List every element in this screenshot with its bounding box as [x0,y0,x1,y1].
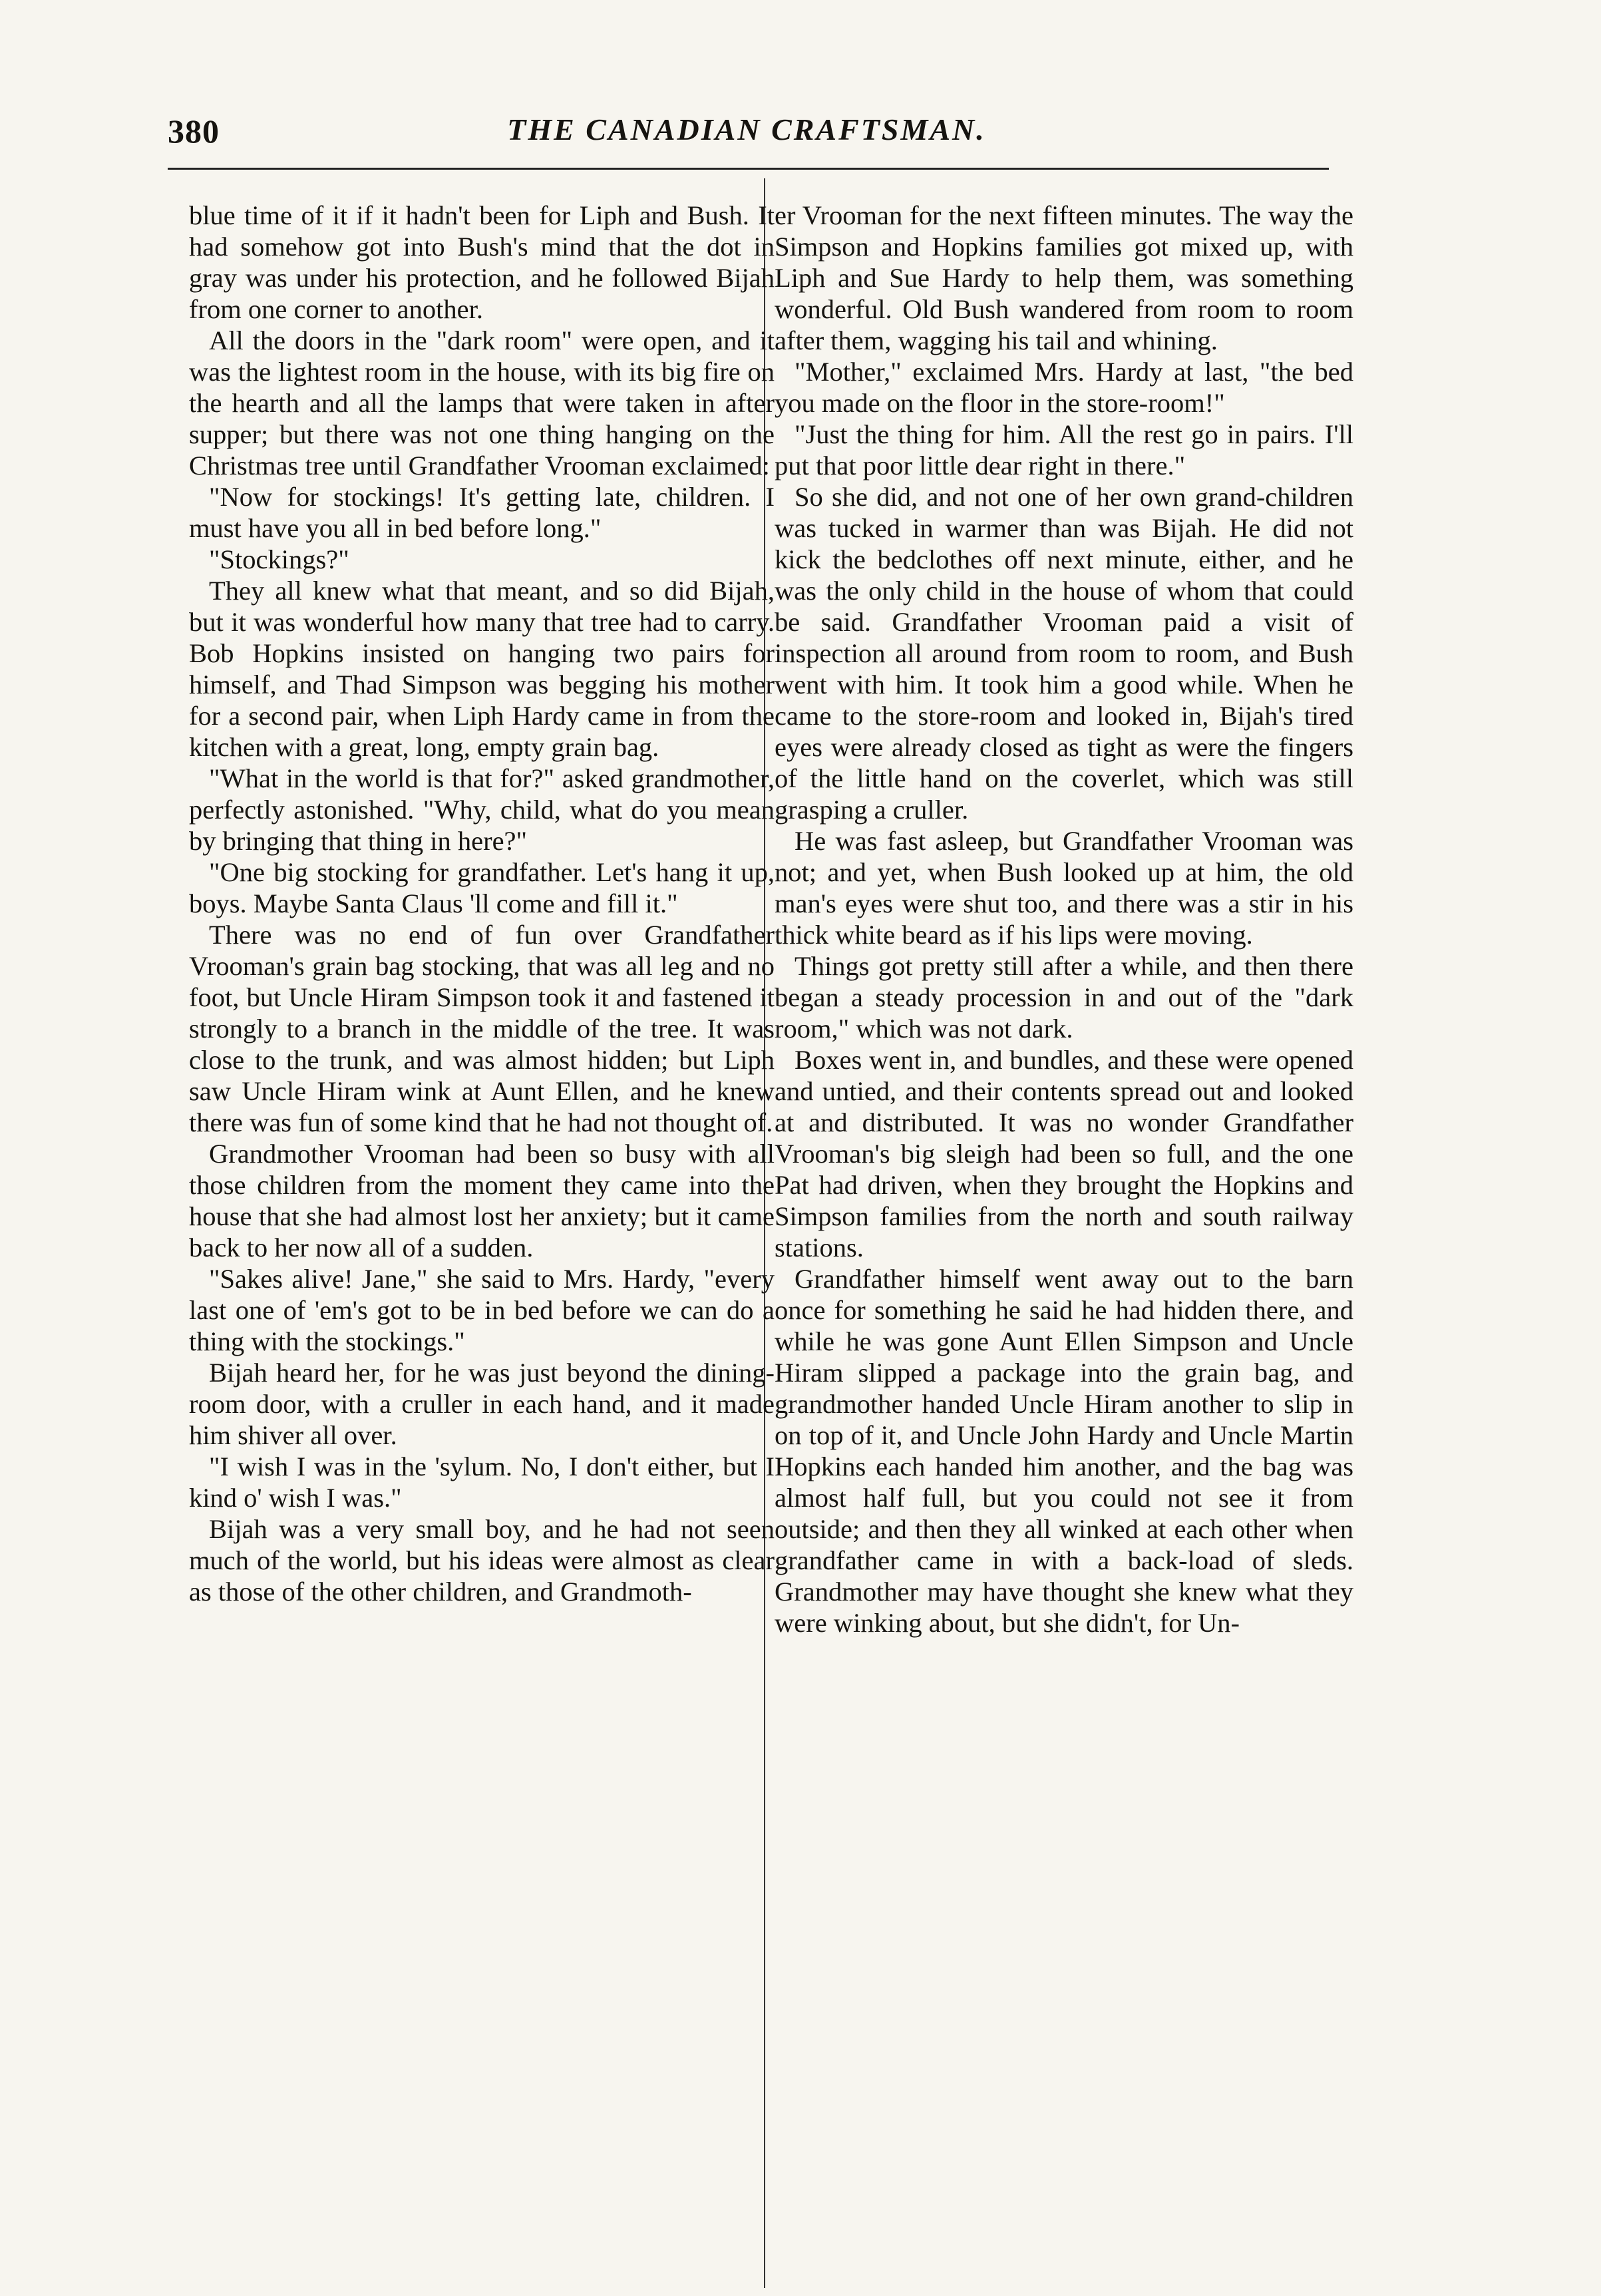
paragraph: "Stockings?" [209,544,349,574]
paragraph: "I wish I was in the 'sylum. No, I don't either, but I kind o' wish I was." [189,1451,775,1513]
paragraph: Things got pretty still after a while, and then there began a steady procession in and out of the "dark room," which was not dark. [775,951,1353,1044]
page-number: 380 [168,112,220,150]
left-column [189,200,775,1607]
paragraph: "What in the world is that for?" asked grandmother, perfectly astonished. "Why, child, what do you mean by bringing that thing in here?" [189,763,775,856]
paragraph: "Sakes alive! Jane," she said to Mrs. Hardy, "every last one of 'em's got to be in bed before we can do a thing with the stockings." [189,1264,775,1356]
paragraph: Bijah was a very small boy, and he had not seen much of the world, but his ideas were almost as clear as those of the other children, and Grandmoth- [189,1514,775,1607]
paragraph: "Now for stockings! It's getting late, children. I must have you all in bed before long." [189,482,775,543]
paragraph: They all knew what that meant, and so did Bijah, but it was wonderful how many that tree had to carry. Bob Hopkins insisted on hanging two pairs for himself, and Thad Simpson was begging his mother for a second pair, when Liph Hardy came in from the kitchen with a great, long, empty grain bag. [189,576,775,762]
paragraph: blue time of it if it hadn't been for Liph and Bush. It had somehow got into Bush's mind that the dot in gray was under his protection, and he followed Bijah from one corner to another. [189,200,775,324]
page-header [168,112,1326,152]
paragraph: Grandfather himself went away out to the barn once for something he said he had hidden there, and while he was gone Aunt Ellen Simpson and Uncle Hiram slipped a package into the grain bag, and grandmother handed Uncle Hiram another to slip in on top of it, and Uncle John Hardy and Uncle Martin Hopkins each handed him another, and the bag was almost half full, but you could not see it from outside; and then they all winked at each other when grandfather came in with a back-load of sleds. Grandmother may have thought she knew what they were winking about, but she didn't, for Un- [775,1264,1353,1638]
paragraph: All the doors in the "dark room" were open, and it was the lightest room in the house, with its big fire on the hearth and all the lamps that were taken in after supper; but there was not one thing hanging on the Christmas tree until Grandfather Vrooman exclaimed: [189,325,775,480]
paragraph: Grandmother Vrooman had been so busy with all those children from the moment they came into the house that she had almost lost her anxiety; but it came back to her now all of a sudden. [189,1139,775,1262]
paragraph: er Vrooman for the next fifteen minutes. The way the Simpson and Hopkins families got mixed up, with Liph and Sue Hardy to help them, was something wonderful. Old Bush wandered from room to room after them, wagging his tail and whining. [775,200,1353,355]
paragraph: Bijah heard her, for he was just beyond the dining-room door, with a cruller in each hand, and it made him shiver all over. [189,1358,775,1450]
paragraph: So she did, and not one of her own grand-children was tucked in warmer than was Bijah. He did not kick the bedclothes off next minute, either, and he was the only child in the house of whom that could be said. Grandfather Vrooman paid a visit of inspection all around from room to room, and Bush went with him. It took him a good while. When he came to the store-room and looked in, Bijah's tired eyes were already closed as tight as were the fingers of the little hand on the coverlet, which was still grasping a cruller. [775,482,1353,825]
running-title: THE CANADIAN CRAFTSMAN. [507,112,986,146]
header-rule [168,168,1329,170]
paragraph: "One big stocking for grandfather. Let's hang it up, boys. Maybe Santa Claus 'll come and fill it." [189,857,775,918]
paragraph: Boxes went in, and bundles, and these were opened and untied, and their contents spread out and looked at and distributed. It was no wonder Grandfather Vrooman's big sleigh had been so full, and the one Pat had driven, when they brought the Hopkins and Simpson families from the north and south railway stations. [775,1045,1353,1262]
paragraph: There was no end of fun over Grandfather Vrooman's grain bag stocking, that was all leg and no foot, but Uncle Hiram Simpson took it and fastened it strongly to a branch in the middle of the tree. It was close to the trunk, and was almost hidden; but Liph saw Uncle Hiram wink at Aunt Ellen, and he knew there was fun of some kind that he had not thought of. [189,920,775,1137]
paragraph: He was fast asleep, but Grandfather Vrooman was not; and yet, when Bush looked up at him, the old man's eyes were shut too, and there was a stir in his thick white beard as if his lips were moving. [775,826,1353,950]
paragraph: "Mother," exclaimed Mrs. Hardy at last, "the bed you made on the floor in the store-room!" [775,357,1353,418]
right-column [775,200,1353,1638]
paragraph: "Just the thing for him. All the rest go in pairs. I'll put that poor little dear right in there." [775,419,1353,480]
